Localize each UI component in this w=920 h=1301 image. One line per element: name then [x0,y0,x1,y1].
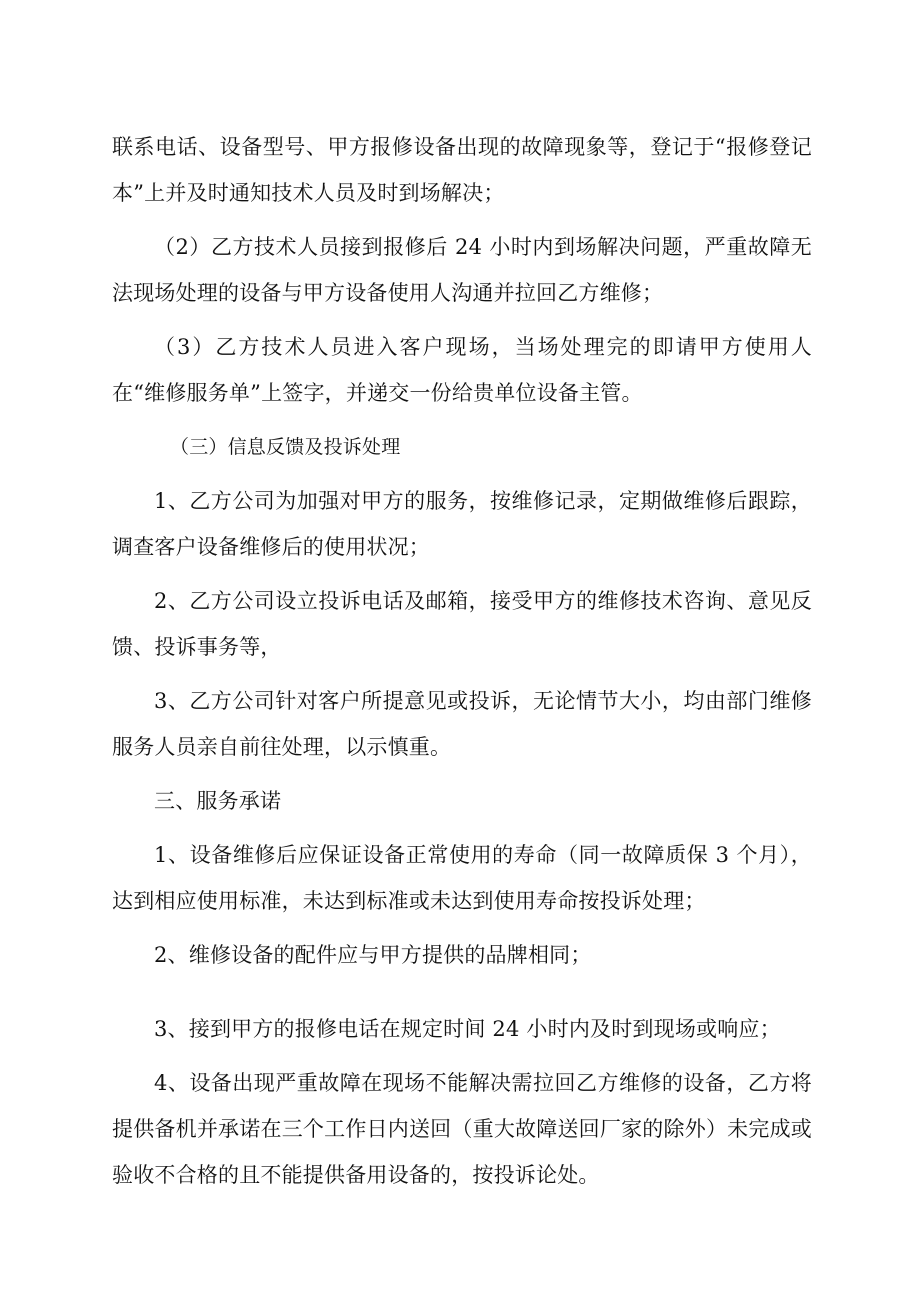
document-body [112,124,812,1198]
paragraph-parts-brand: 2、维修设备的配件应与甲方提供的品牌相同； [154,943,592,967]
paragraph-complaint-handling: 3、乙方公司针对客户所提意见或投诉，无论情节大小，均由部门维修服务人员亲自前往处理，以示慎重。 [112,689,812,759]
paragraph-contact-registration: 联系电话、设备型号、甲方报修设备出现的故障现象等，登记于“报修登记本”上并及时通知技术人员及时到场解决； [112,135,812,205]
paragraph-backup-device: 4、设备出现严重故障在现场不能解决需拉回乙方维修的设备，乙方将提供备机并承诺在三个工作日内送回（重大故障送回厂家的除外）未完成或验收不合格的且不能提供备用设备的，按投诉论处。 [112,1071,812,1187]
paragraph-feedback-tracking: 1、乙方公司为加强对甲方的服务，按维修记录，定期做维修后跟踪，调查客户设备维修后的使用状况； [112,489,812,559]
paragraph-service-signature: （3）乙方技术人员进入客户现场，当场处理完的即请甲方使用人在“维修服务单”上签字，并递交一份给贵单位设备主管。 [112,335,812,405]
section-heading-feedback: （三）信息反馈及投诉处理 [170,436,401,458]
paragraph-complaint-channel: 2、乙方公司设立投诉电话及邮箱，接受甲方的维修技术咨询、意见反馈、投诉事务等， [112,589,812,659]
section-heading-service-commitment: 三、服务承诺 [154,789,282,813]
paragraph-warranty: 1、设备维修后应保证设备正常使用的寿命（同一故障质保 3 个月），达到相应使用标准，未达到标准或未达到使用寿命按投诉处理； [112,843,812,913]
paragraph-response-24h: （2）乙方技术人员接到报修后 24 小时内到场解决问题，严重故障无法现场处理的设备与甲方设备使用人沟通并拉回乙方维修； [112,235,812,305]
paragraph-onsite-response: 3、接到甲方的报修电话在规定时间 24 小时内及时到现场或响应； [154,1017,781,1041]
